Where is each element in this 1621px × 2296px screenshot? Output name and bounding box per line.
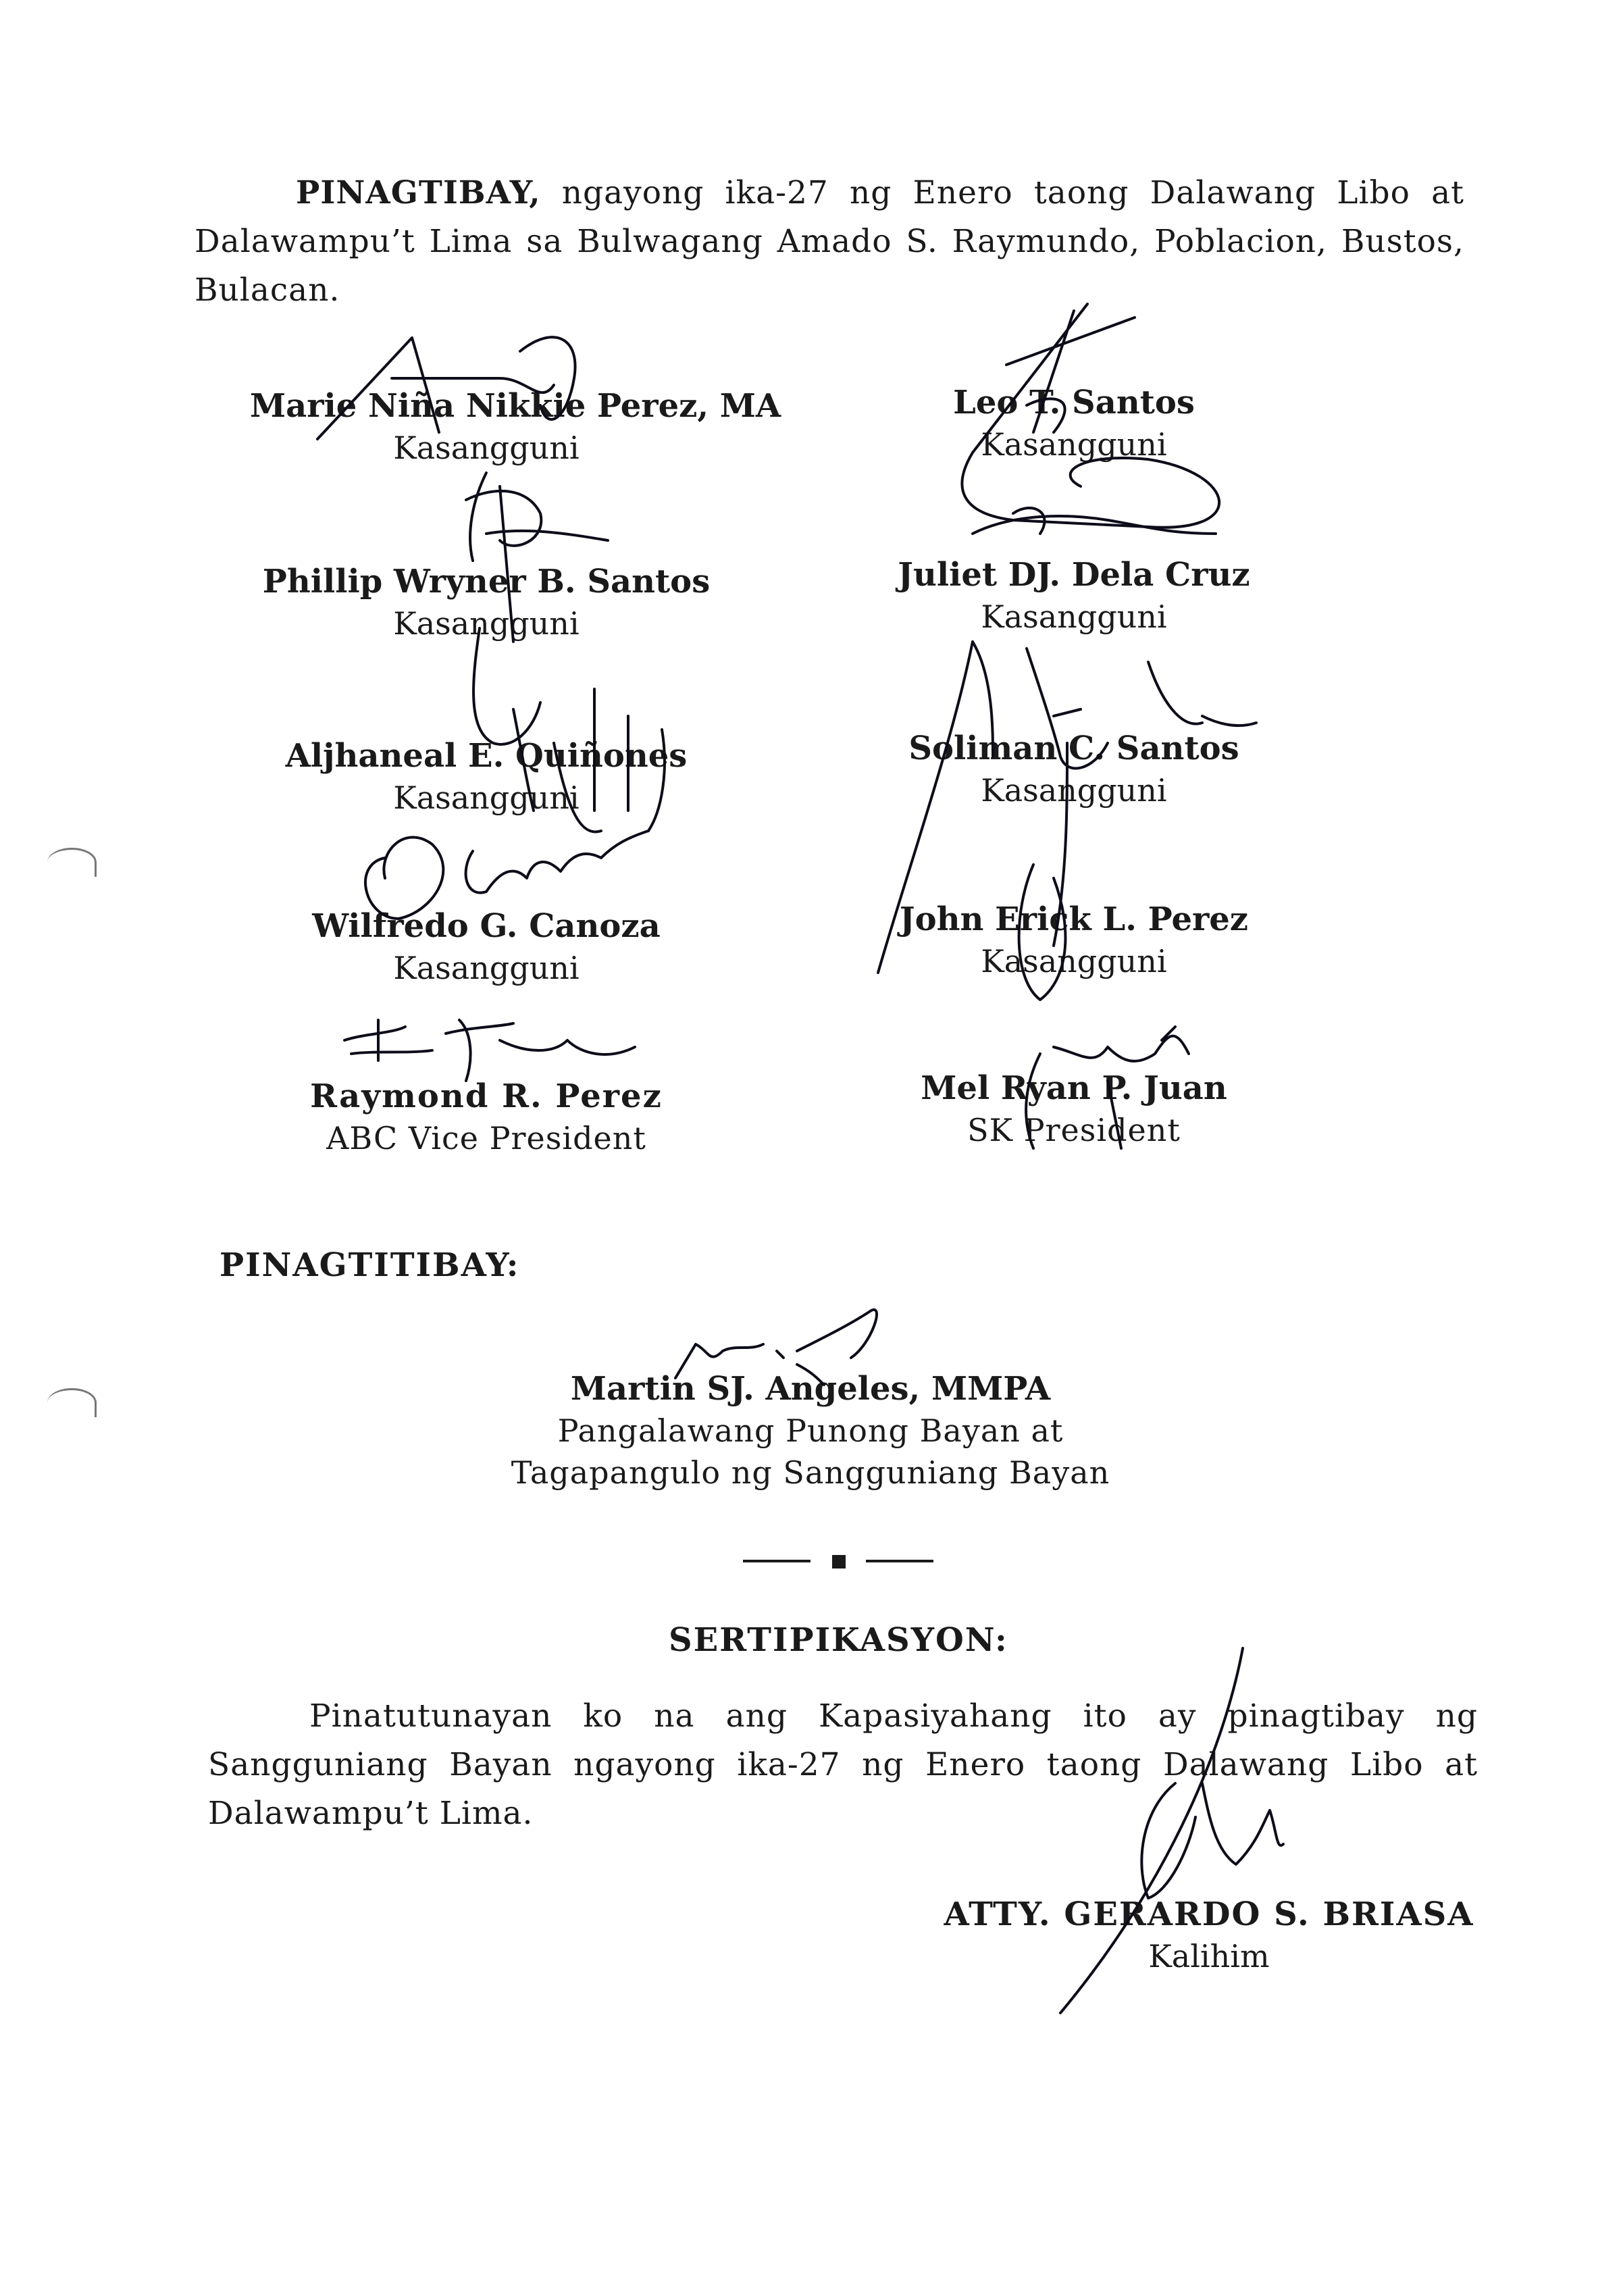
- approval-name: Martin SJ. Angeles, MMPA: [570, 1370, 1051, 1408]
- signatory-name: John Erick L. Perez: [899, 900, 1249, 938]
- signatory-name: Soliman C. Santos: [908, 730, 1239, 767]
- approval-heading: PINAGTITIBAY:: [220, 1246, 520, 1284]
- signatory-role: ABC Vice President: [326, 1120, 646, 1156]
- certification-role: Kalihim: [1148, 1938, 1270, 1974]
- signatory-block: [838, 898, 1310, 982]
- signatory-block: [838, 1067, 1310, 1151]
- approval-role-line1: Pangalawang Punong Bayan at: [557, 1412, 1064, 1449]
- signatory-block: [250, 385, 781, 469]
- signatory-block: [838, 382, 1310, 465]
- signatory-role: Kasangguni: [393, 780, 580, 816]
- signatory-role: Kasangguni: [981, 772, 1167, 809]
- signatory-name: Juliet DJ. Dela Cruz: [898, 556, 1250, 594]
- signatory-name: Wilfredo G. Canoza: [312, 907, 661, 945]
- signatory-role: Kasangguni: [981, 426, 1167, 463]
- signatory-block: [250, 735, 723, 819]
- opening-lead: PINAGTIBAY,: [296, 174, 541, 211]
- section-divider: [743, 1554, 946, 1567]
- approval-signatory: [405, 1368, 1216, 1494]
- signatory-name: Leo T. Santos: [953, 384, 1195, 422]
- signatory-role: Kasangguni: [393, 430, 580, 466]
- signatory-block: [838, 728, 1310, 811]
- approval-role-line2: Tagapangulo ng Sangguniang Bayan: [511, 1454, 1110, 1491]
- signatory-role: Kasangguni: [981, 598, 1167, 635]
- signatory-name: Mel Ryan P. Juan: [921, 1069, 1227, 1107]
- signature-perez-raymond: [344, 1020, 635, 1081]
- signatory-name: Phillip Wryner B. Santos: [262, 563, 711, 601]
- opening-paragraph: [195, 169, 1464, 315]
- opening-text: ngayong ika-27 ng Enero taong Dalawang Libo at Dalawampu’t Lima sa Bulwagang Amado S. Raymundo, Poblacion, Bustos, Bulacan.: [195, 174, 1464, 309]
- certification-paragraph: Pinatutunayan ko na ang Kapasiyahang ito ay pinagtibay ng Sangguniang Bayan ngayong ika-27 ng Enero taong Dalawang Libo at Dalawampu’t Lima.: [208, 1698, 1478, 1832]
- punch-hole-mark: [47, 1388, 97, 1417]
- signatory-block: [838, 554, 1310, 638]
- signatory-role: Kasangguni: [393, 605, 580, 642]
- certification-heading: SERTIPIKASYON:: [669, 1621, 1008, 1659]
- signatory-name: Aljhaneal E. Quiñones: [285, 737, 688, 775]
- signatory-role: Kasangguni: [981, 943, 1167, 979]
- signatory-block: [250, 1075, 723, 1159]
- signatory-role: SK President: [967, 1112, 1181, 1148]
- punch-hole-mark: [47, 848, 97, 877]
- certification-name: ATTY. GERARDO S. BRIASA: [944, 1895, 1474, 1933]
- certification-signatory: [925, 1893, 1493, 1977]
- signatory-block: [250, 561, 723, 644]
- signatory-block: [250, 905, 723, 989]
- signatory-role: Kasangguni: [393, 950, 580, 986]
- signatory-name: Raymond R. Perez: [310, 1077, 663, 1115]
- signature-dela-cruz: [973, 508, 1216, 534]
- signatory-name: Marie Niña Nikkie Perez, MA: [250, 387, 781, 425]
